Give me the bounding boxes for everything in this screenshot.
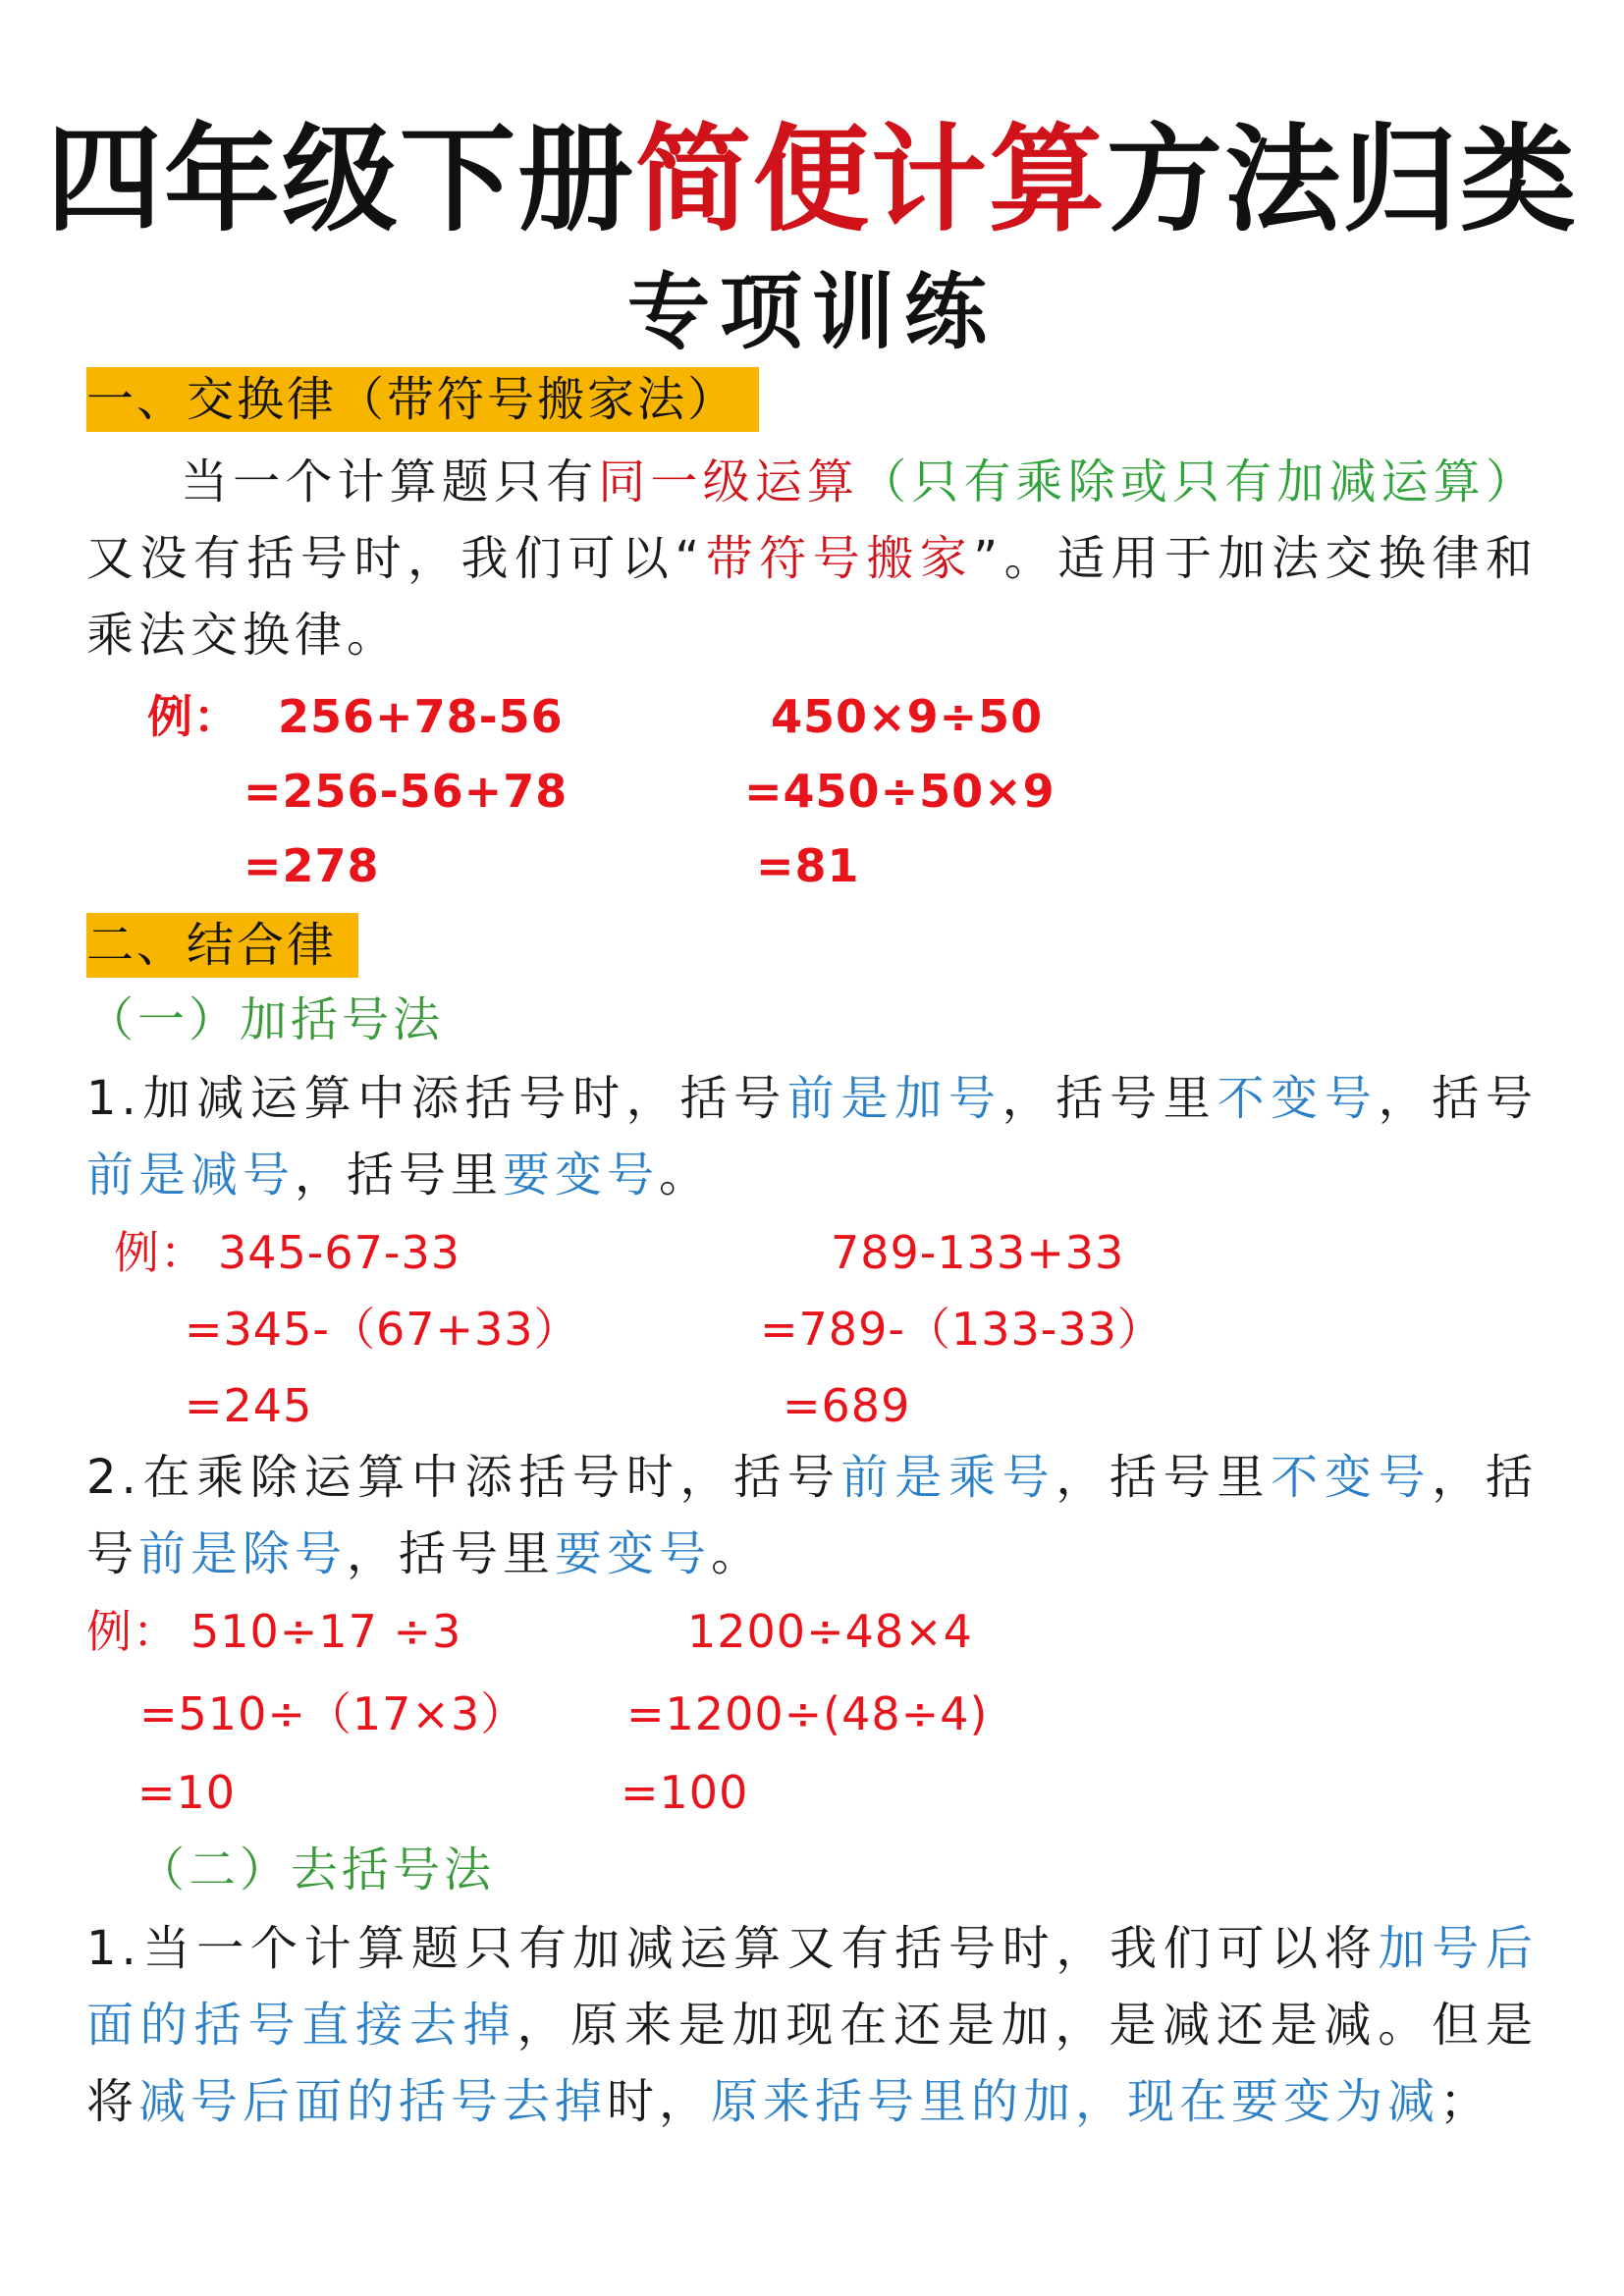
example-line: =689 — [783, 1379, 911, 1432]
example-line: =450÷50×9 — [744, 765, 1056, 818]
rule-text: ，原来是加现在还是加，是减还是减。但是将 — [86, 1998, 1538, 2129]
title-prefix: 四年级下册 — [45, 112, 635, 247]
rule-blue-text: 前是除号 — [138, 1526, 348, 1581]
rule-text: ，括号 — [86, 1450, 1538, 1581]
rule-text: 。 — [711, 1526, 764, 1581]
example-label: 例： — [114, 1226, 206, 1279]
rule-text: ，括号里 — [347, 1526, 556, 1581]
example-line: =256-56+78 — [244, 765, 568, 818]
para-green-text: （只有乘除或只有加减运算） — [859, 454, 1538, 509]
rule-text: 1.加减运算中添括号时，括号 — [86, 1071, 787, 1126]
para-text: 又没有括号时，我们可以“ — [86, 531, 705, 586]
example-label: 例： — [86, 1605, 179, 1658]
example-label: 例： — [147, 690, 240, 743]
rule-blue-text: 前是减号 — [86, 1148, 296, 1202]
example-line: 256+78-56 — [278, 690, 564, 743]
example-line: =278 — [244, 839, 380, 892]
rule-remove-brackets-paragraph — [86, 1910, 1538, 2140]
rule-blue-text: 减号后面的括号去掉 — [138, 2074, 608, 2129]
example-line: =1200÷(48÷4) — [626, 1687, 989, 1740]
rule-text: ，括号 — [1378, 1071, 1538, 1126]
example-line: =100 — [621, 1766, 749, 1819]
rule-text: 2.在乘除运算中添括号时，括号 — [86, 1450, 841, 1505]
example-line: =81 — [756, 839, 860, 892]
example-line: =245 — [185, 1379, 313, 1432]
subsection-add-brackets: （一）加括号法 — [86, 992, 445, 1047]
example-line: 345-67-33 — [218, 1226, 461, 1279]
rule-multiply-divide-paragraph — [86, 1439, 1538, 1592]
example-line: =345-（67+33） — [185, 1303, 580, 1356]
rule-text: ，括号里 — [295, 1148, 504, 1202]
rule-text: 1.当一个计算题只有加减运算又有括号时，我们可以将 — [86, 1921, 1379, 1976]
section-heading-commutative: 一、交换律（带符号搬家法） — [86, 367, 759, 432]
example-line: =789-（133-33） — [760, 1303, 1164, 1356]
title-highlight: 简便计算 — [634, 112, 1107, 247]
rule-text: ，括号里 — [1056, 1450, 1272, 1505]
example-line: 1200÷48×4 — [687, 1605, 973, 1658]
commutative-paragraph — [86, 444, 1538, 673]
rule-blue-text: 前是加号 — [786, 1071, 1002, 1126]
rule-text: 。 — [659, 1148, 712, 1202]
rule-blue-text: 前是乘号 — [840, 1450, 1056, 1505]
example-line: =510÷（17×3） — [139, 1687, 527, 1740]
section-heading-associative: 二、结合律 — [86, 913, 358, 978]
example-line: 789-133+33 — [831, 1226, 1125, 1279]
para-red-text: 带符号搬家 — [704, 531, 974, 586]
page-subtitle: 专项训练 — [626, 264, 997, 360]
rule-blue-text: 要变号 — [555, 1526, 712, 1581]
page-title — [0, 112, 1624, 247]
para-red-text: 同一级运算 — [598, 454, 860, 509]
rule-text: ； — [1439, 2074, 1492, 2129]
rule-text: ，括号里 — [1001, 1071, 1218, 1126]
rule-blue-text: 不变号 — [1271, 1450, 1433, 1505]
para-text: ”。适用于加法交换律和乘法交换律。 — [86, 531, 1538, 663]
rule-text: 时， — [607, 2074, 712, 2129]
rule-blue-text: 要变号 — [503, 1148, 660, 1202]
rule-blue-text: 原来括号里的加，现在要变为减 — [711, 2074, 1440, 2129]
rule-blue-text: 不变号 — [1217, 1071, 1379, 1126]
example-line: 450×9÷50 — [771, 690, 1044, 743]
subsection-remove-brackets: （二）去括号法 — [137, 1842, 496, 1897]
example-line: =10 — [137, 1766, 237, 1819]
title-suffix: 方法归类 — [1107, 112, 1579, 247]
example-line: 510÷17 ÷3 — [190, 1605, 462, 1658]
para-text: 当一个计算题只有 — [181, 454, 599, 509]
rule-add-subtract-paragraph — [86, 1060, 1538, 1213]
rule-blue-text: 加号后面的括号直接去掉 — [86, 1921, 1538, 2053]
